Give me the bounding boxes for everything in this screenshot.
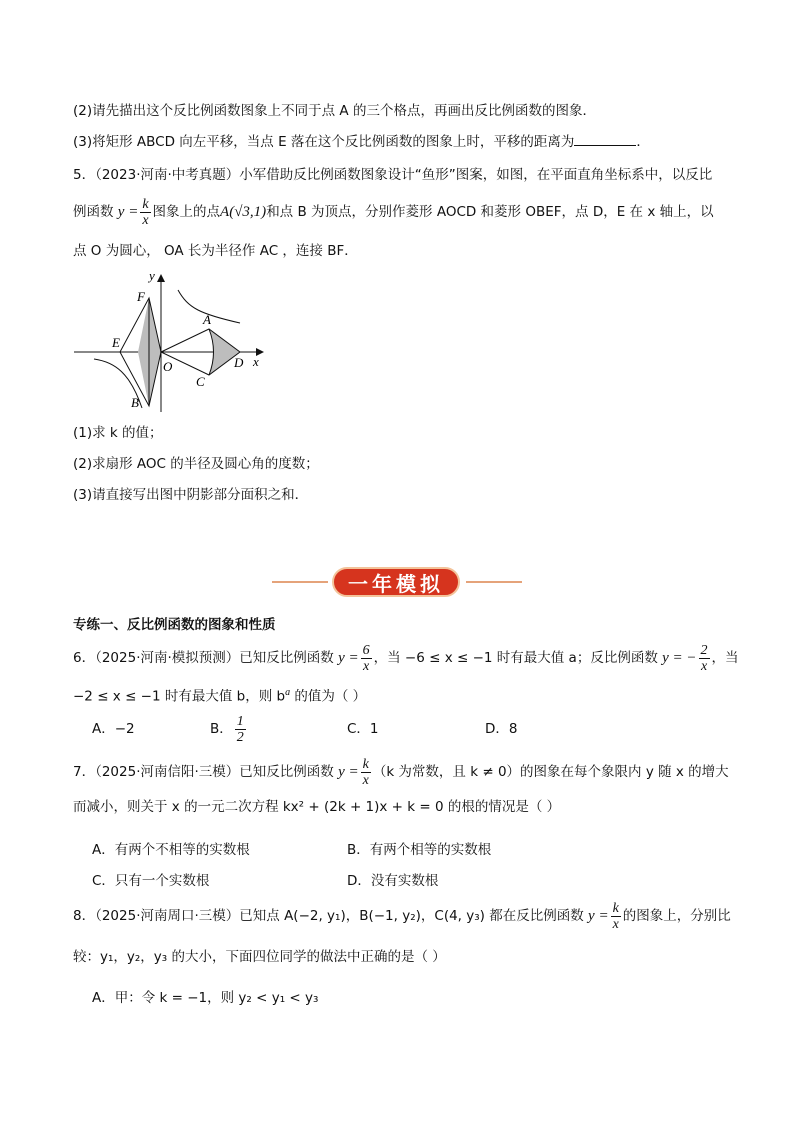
q5-sub3: (3)请直接写出图中阴影部分面积之和．	[73, 487, 309, 503]
q5-line2-b: 图象上的点	[152, 204, 221, 220]
banner-right-line	[466, 581, 522, 583]
fish-figure	[70, 268, 270, 412]
q6-line1-a: 6．（2025·河南·模拟预测）已知反比例函数	[73, 650, 334, 666]
q7-line1	[73, 756, 729, 788]
q6-exponent: a	[285, 687, 291, 698]
frac-num: k	[362, 756, 369, 772]
label-f: F	[137, 289, 145, 304]
q4-part3-end: ．	[636, 134, 650, 150]
q7-option-d[interactable]: D．没有实数根	[347, 873, 439, 889]
label-c: C	[196, 374, 205, 389]
q6-option-b[interactable]	[210, 712, 248, 746]
q8-option-a[interactable]: A．甲：令 k = −1，则 y₂ < y₁ < y₃	[92, 990, 319, 1006]
q7-option-b[interactable]: B．有两个相等的实数根	[347, 842, 492, 858]
q5-sub2: (2)求扇形 AOC 的半径及圆心角的度数；	[73, 456, 319, 472]
frac-num: k	[612, 900, 619, 916]
frac-num: 2	[700, 642, 708, 658]
fraction-one-half	[235, 714, 246, 745]
frac-num: 6	[362, 642, 370, 658]
label-a: A	[203, 312, 211, 327]
q6-line2	[73, 683, 366, 707]
formula-y: y =	[338, 650, 359, 666]
q8-line1	[73, 900, 731, 932]
q4-part3	[73, 131, 650, 152]
q6-option-b-label: B．	[210, 721, 233, 737]
label-b: B	[131, 395, 139, 410]
q5-sub1: (1)求 k 的值；	[73, 425, 163, 441]
frac-den: x	[363, 658, 370, 674]
formula-y: y =	[117, 204, 139, 220]
banner-left-line	[272, 581, 328, 583]
answer-blank	[574, 131, 636, 146]
q5-line2-c: 和点 B 为顶点，分别作菱形 AOCD 和菱形 OBEF，点 D，E 在 x 轴上，以	[266, 204, 714, 220]
q8-line2: 较：y₁，y₂，y₃ 的大小，下面四位同学的做法中正确的是（ ）	[73, 949, 446, 965]
frac-den: x	[612, 916, 619, 932]
q6-option-a[interactable]: A．−2	[92, 721, 135, 737]
formula-y-neg: y = −	[662, 650, 697, 666]
label-d: D	[234, 355, 244, 370]
formula-y: y =	[588, 908, 609, 924]
q8-line1-a: 8．（2025·河南周口·三模）已知点 A(−2, y₁)，B(−1, y₂)，C(4, y₃) 都在反比例函数	[73, 908, 584, 924]
q5-line1: 5．（2023·河南·中考真题）小军借助反比例函数图象设计“鱼形”图案，如图，在平面直角坐标系中，以反比	[73, 167, 713, 183]
q5-line2	[73, 196, 714, 228]
section-banner	[272, 565, 522, 601]
label-x: x	[253, 354, 259, 369]
fraction-k-over-x	[611, 901, 621, 932]
fraction-2-over-x	[699, 643, 710, 674]
section-title: 专练一、反比例函数的图象和性质	[73, 617, 276, 633]
q7-option-c[interactable]: C．只有一个实数根	[92, 873, 210, 889]
label-y: y	[149, 268, 155, 283]
q7-option-a[interactable]: A．有两个不相等的实数根	[92, 842, 250, 858]
q4-part3-text: (3)将矩形 ABCD 向左平移，当点 E 落在这个反比例函数的图象上时，平移的距离为	[73, 134, 575, 150]
q7-line1-a: 7．（2025·河南信阳·三模）已知反比例函数	[73, 764, 334, 780]
formula-y: y =	[338, 764, 359, 780]
q6-line1-c: ，当	[711, 650, 739, 666]
q4-part2: (2)请先描出这个反比例函数图象上不同于点 A 的三个格点，再画出反比例函数的图象．	[73, 103, 596, 119]
label-o: O	[163, 359, 173, 374]
point-a-coord: A(√3,1)	[220, 204, 267, 220]
frac-den: 2	[236, 729, 244, 745]
q6-line1	[73, 642, 739, 674]
frac-num: 1	[236, 713, 244, 729]
frac-den: x	[362, 772, 369, 788]
fraction-k-over-x	[361, 757, 371, 788]
q5-line3: 点 O 为圆心， OA 长为半径作 AC ，连接 BF．	[73, 243, 358, 259]
frac-den: x	[142, 212, 149, 228]
frac-num: k	[142, 196, 149, 212]
banner-title: 一年模拟	[332, 567, 460, 597]
q6-option-c[interactable]: C．1	[347, 721, 379, 737]
q6-line2-end: 的值为（ ）	[290, 688, 367, 705]
fraction-k-over-x	[140, 197, 150, 228]
label-e: E	[112, 335, 120, 350]
q6-option-d[interactable]: D．8	[485, 721, 518, 737]
q6-line1-b: ，当 −6 ≤ x ≤ −1 时有最大值 a；反比例函数	[373, 650, 658, 666]
q5-line2-a: 例函数	[73, 204, 114, 220]
frac-den: x	[700, 658, 708, 674]
y-axis-arrow	[157, 274, 165, 282]
q8-line1-b: 的图象上，分别比	[622, 908, 731, 924]
fraction-6-over-x	[361, 643, 372, 674]
q7-line2: 而减小，则关于 x 的一元二次方程 kx² + (2k + 1)x + k = 0 的根的情况是（ ）	[73, 799, 561, 815]
q7-line1-b: （k 为常数，且 k ≠ 0）的图象在每个象限内 y 随 x 的增大	[372, 764, 729, 780]
q6-line2-text: −2 ≤ x ≤ −1 时有最大值 b，则 b	[73, 688, 286, 705]
